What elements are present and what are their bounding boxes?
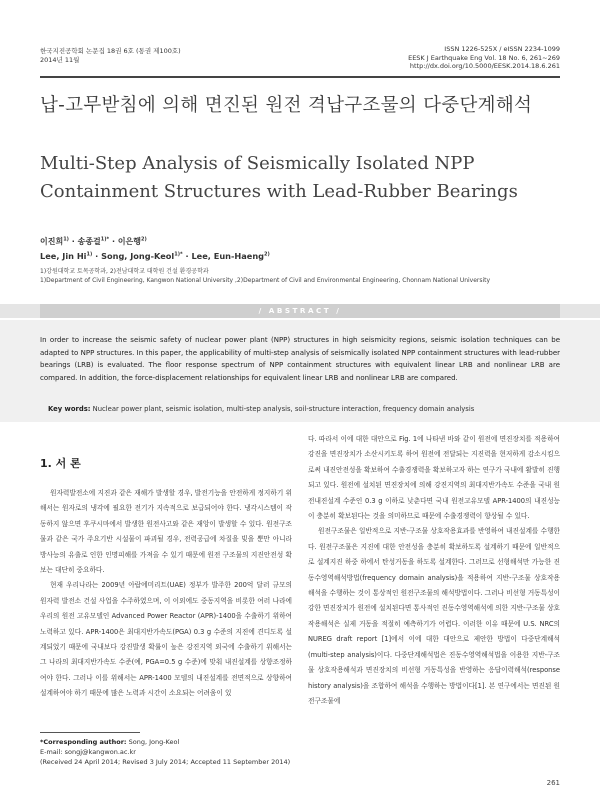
paragraph: 원자력발전소에 지진과 같은 재해가 발생할 경우, 발전기능을 안전하게 정지하기 위해서는 원자로의 냉각에 필요한 전기가 지속적으로 보급되어야 한다. 냉각시스템이 작동하지 않으면 후쿠시마에서 발생한 원전사고와 같은 재앙이 발생할 수 있다. 원전구조물과 같은 국가 주요기반 시설물이 파괴될 경우, 전력공급에 차질을 빚을 뿐만 아니라 방사능의 유출로 인한 인명피해를 가져올 수 있기 때문에 원전 구조물의 지진안전성 확보는 대단히 중요하다.: [40, 489, 292, 575]
author-separator: ·: [185, 251, 189, 261]
abstract-text: In order to increase the seismic safety of nuclear power plant (NPP) structures in high seismicity regions, seismic isolation techniques can be adapted to NPP structures. In this paper, the applicability of multi-step analysis of seismically isolated NPP containment structures with lead-rubber bearings (LRB) is evaluated. The floor response spectrum of NPP containment structures with equivalent linear LRB and nonlinear LRB are compared. In addition, the force-displacement relationships for equivalent linear LRB and nonlinear LRB are compared.: [40, 336, 560, 382]
author-mark: 1)*: [100, 236, 110, 243]
journal-header-kr: [40, 47, 181, 65]
paper-title-en: Multi-Step Analysis of Seismically Isolated NPP Containment Structures with Lead-Rubber Bearings: [40, 153, 518, 202]
author-mark: 1): [63, 236, 69, 243]
author-name: 이진희: [40, 237, 64, 246]
author-mark: 2): [141, 236, 147, 243]
author-separator: ·: [71, 237, 75, 246]
author-name: 이은행: [117, 237, 141, 246]
author-name: Lee, Eun-Haeng: [191, 251, 265, 261]
keywords-text: Nuclear power plant, seismic isolation, multi-step analysis, soil-structure interaction, frequency domain analysis: [92, 405, 475, 413]
keywords-label: Key words:: [48, 405, 91, 413]
footnote-divider: [40, 732, 140, 733]
issn: ISSN 1226-525X / eISSN 2234-1099: [444, 45, 560, 53]
affiliation-kr: 1)강원대학교 토목공학과, 2)전남대학교 대학원 건설 환경공학과: [40, 268, 209, 275]
author-separator: ·: [95, 251, 99, 261]
doi-link[interactable]: http://dx.doi.org/10.5000/EESK.2014.18.6.261: [409, 62, 560, 71]
received-dates: (Received 24 April 2014; Revised 3 July 2014; Accepted 11 September 2014): [40, 757, 291, 766]
journal-name-kr: 한국지진공학회 논문집 18권 6호 (통권 제100호): [40, 47, 181, 55]
journal-header-en: [408, 45, 560, 71]
paragraph: 현재 우리나라는 2009년 아랍에미리트(UAE) 정부가 발주한 200억 달러 규모의 원자력 발전소 건설 사업을 수주하였으며, 이 이외에도 중동지역을 비롯한 여러 나라에 우리의 원전 고유모델인 Advanced Power Reactor (APR)-1400을 수출하기 위하여 노력하고 있다. APR-1400은 최대지반가속도(PGA) 0.3 g 수준의 지진에 견디도록 설계되었기 때문에 국내보다 강진발생 확률이 높은 강진지역 외국에 수출하기 위해서는 그 나라의 최대지반가속도 수준(예, PGA=0.5 g 수준)에 맞춰 내진설계를 상향조정하여야 한다. 그러나 이를 위해서는 APR-1400 모델의 내진설계를 전면적으로 상향하여 설계하여야 하기 때문에 많은 노력과 시간이 소요되는 어려움이 있: [40, 581, 292, 698]
body-column-left: [40, 486, 292, 702]
affiliation-en: 1)Department of Civil Engineering, Kangwon National University ,2)Department of Civil and Environmental Engineering, Chonnam National University: [40, 277, 491, 284]
body-column-right: [308, 432, 560, 709]
header-divider: [40, 76, 560, 78]
issue-date-kr: 2014년 11월: [40, 56, 80, 64]
author-mark: 2): [264, 251, 270, 258]
corresponding-author: [40, 738, 290, 748]
section-heading-introduction: 1. 서 론: [40, 457, 81, 470]
author-list-kr: [40, 236, 147, 247]
paragraph: 다. 따라서 이에 대한 대안으로 Fig. 1에 나타낸 바와 같이 원전에 면진장치를 적용하여 강진을 면진장치가 소산시키도록 하여 원전에 전달되는 지진력을 현저하게 감소시킴으로써 내진안전성을 확보하여 수출경쟁력을 확보하고자 하는 연구가 국내에 활발히 진행되고 있다. 원전에 설치된 면진장치에 의해 강진지역의 최대지반가속도 수준을 국내 원전내진설계 수준인 0.3 g 이하로 낮춘다면 국내 원전고유모델 APR-1400의 내진성능이 충분히 확보된다는 것을 의미하므로 때문에 수출경쟁력이 향상될 수 있다.: [308, 435, 560, 521]
corresponding-name: Song, Jong-Keol: [128, 738, 180, 746]
abstract-label: / ABSTRACT /: [258, 306, 342, 315]
author-name: Song, Jong-Keol: [101, 251, 175, 261]
page-number: 261: [546, 779, 560, 787]
author-separator: ·: [111, 237, 116, 246]
paper-title-kr: 납-고무받침에 의해 면진된 원전 격납구조물의 다중단계해석: [40, 95, 533, 116]
author-name: Lee, Jin Hi: [40, 251, 87, 261]
corresponding-label: *Corresponding author:: [40, 738, 127, 746]
author-email: E-mail: songj@kangwon.ac.kr: [40, 747, 136, 756]
paragraph: 원전구조물은 일반적으로 지반-구조물 상호작용효과를 반영하여 내진설계를 수행한다. 원전구조물은 지진에 대한 안전성을 충분히 확보하도록 설계하기 때문에 일반적으로 설계지진 하중 하에서 탄성거동을 하도록 설계한다. 그러므로 선형해석만 가능한 진동수영역해석방법(frequency domain analysis)을 적용하여 지반-구조물 상호작용해석을 수행하는 것이 통상적인 원전구조물의 해석방법이다. 그러나 비선형 거동특성이 강한 면진장치가 원전에 설치된다면 통사적인 진동수영역해석에 의한 지반-구조물 상호작용해석은 실제 거동을 적절히 예측하기가 어렵다. 이러한 이유 때문에 U.S. NRC의 NUREG draft report [1]에서 이에 대한 대안으로 제안한 방법이 다중단계해석(multi-step analysis)이다. 다중단계해석법은 진동수영역해석법을 이용한 지반-구조물 상호작용해석과 면진장치의 비선형 거동특성을 반영하는 응답이력해석(response history analysis)을 조합하여 해석을 수행하는 방법이다[1]. 본 연구에서는 면진된 원전구조물에: [308, 527, 560, 705]
footnote: [40, 738, 290, 767]
keywords: [48, 405, 568, 413]
author-name: 송종걸: [77, 237, 101, 246]
journal-name-en: EESK J Earthquake Eng Vol. 18 No. 6, 261~269: [408, 53, 560, 62]
author-mark: 1): [86, 251, 93, 258]
author-mark: 1)*: [174, 251, 183, 258]
author-list-en: [40, 251, 270, 261]
